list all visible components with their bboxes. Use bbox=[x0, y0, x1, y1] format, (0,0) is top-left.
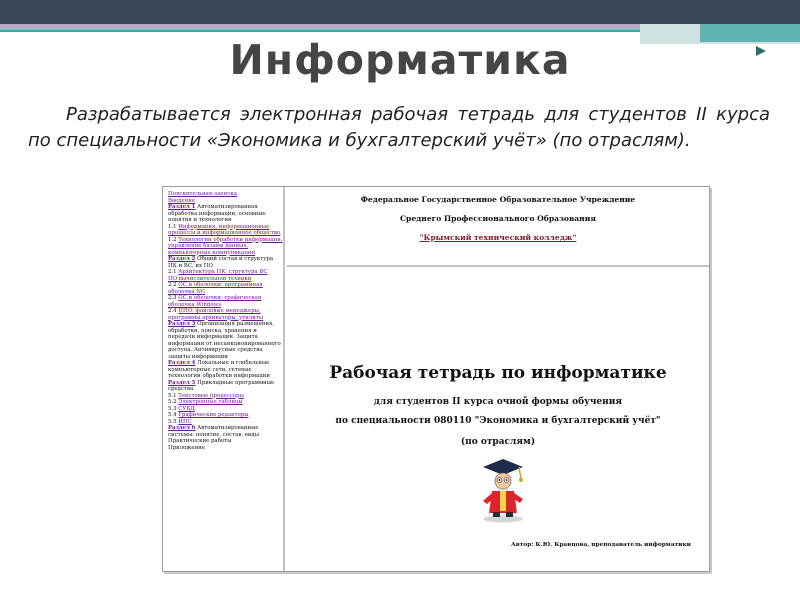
nav-item[interactable] bbox=[168, 308, 283, 321]
professor-mascot-icon bbox=[475, 457, 531, 523]
nav-section-link[interactable]: Раздел 1 bbox=[168, 204, 196, 210]
nav-item-number: 5.1 bbox=[168, 392, 179, 399]
slide-intro-text: Разрабатывается электронная рабочая тетрадь для студентов II курса по специальности «Экономика и бухгалтерский учёт» (по отраслям). bbox=[28, 104, 770, 151]
nav-section-link[interactable]: Раздел 5 bbox=[168, 379, 196, 386]
nav-item-number: 1.1 bbox=[168, 223, 179, 230]
nav-link[interactable]: Технологии обработки информации, управление базами данных, компьютерные коммуникации bbox=[168, 236, 283, 256]
header-institution-line: Федеральное Государственное Образовательное Учреждение bbox=[360, 195, 636, 204]
nav-item[interactable] bbox=[168, 295, 283, 308]
nav-link[interactable]: Архитектура ПК, структура ВС bbox=[178, 269, 268, 275]
nav-item[interactable] bbox=[168, 256, 283, 269]
nav-link[interactable]: Текстовые процессоры bbox=[178, 392, 244, 399]
nav-item-number: 2.3 bbox=[168, 295, 179, 301]
workbook-specialty: по специальности 080110 "Экономика и бухгалтерский учёт" bbox=[335, 416, 661, 426]
nav-link[interactable]: Графические редакторы bbox=[178, 412, 249, 418]
nav-link[interactable]: ОС и оболочки: графическая оболочка Windows bbox=[168, 295, 262, 308]
nav-link[interactable]: ОС и оболочки: программная оболочка NC bbox=[168, 282, 263, 295]
workbook-audience: для студентов II курса очной формы обучения bbox=[373, 397, 623, 407]
nav-section-link[interactable]: Раздел 2 bbox=[168, 256, 196, 262]
nav-link[interactable]: Электронные таблицы bbox=[178, 399, 243, 405]
college-link[interactable]: "Крымский технический колледж" bbox=[419, 233, 577, 242]
nav-item[interactable] bbox=[168, 425, 283, 438]
top-decorative-band bbox=[0, 0, 800, 24]
nav-item-number: 5.4 bbox=[168, 412, 179, 418]
nav-section-text: Общий состав и структура ПК и ВС, их ПО bbox=[168, 256, 274, 269]
nav-item: Приложение bbox=[168, 444, 205, 451]
nav-link[interactable]: Введение bbox=[168, 197, 196, 204]
slide-title: Информатика bbox=[229, 36, 571, 84]
nav-section-text: Автоматизированная обработка информации, основные понятия и технологии bbox=[168, 204, 266, 223]
nav-section-link[interactable]: Раздел 3 bbox=[168, 321, 196, 327]
nav-section-text: Автоматизированные системы: понятие, состав, виды bbox=[168, 425, 260, 438]
nav-item-number: 1.2 bbox=[168, 236, 179, 243]
nav-item-number: 5.3 bbox=[168, 405, 179, 412]
nav-section-text: Организация размещения, обработки, поиска, хранения и передачи информации. Защита информации от несанкционированного доступа. Антивирусные средства защиты информации bbox=[168, 321, 281, 360]
nav-item[interactable] bbox=[168, 204, 283, 224]
workbook-navigation bbox=[163, 187, 285, 571]
nav-item[interactable] bbox=[168, 360, 283, 380]
workbook-author: Автор: К.Ю. Кравцова, преподаватель информатики bbox=[511, 542, 691, 548]
workbook-header bbox=[287, 187, 709, 267]
nav-link[interactable]: ППО: файловые менеджеры, программы архиваторы, утилиты bbox=[168, 308, 264, 321]
nav-item[interactable] bbox=[168, 282, 283, 295]
nav-link[interactable]: ИПС bbox=[178, 418, 192, 425]
nav-link[interactable]: ПО вычислительной техники bbox=[168, 275, 252, 282]
nav-link[interactable]: Пояснительная записка bbox=[168, 191, 237, 197]
workbook-title: Рабочая тетрадь по информатике bbox=[329, 363, 667, 383]
nav-item-number: 2.2 bbox=[168, 282, 179, 288]
header-college-name[interactable] bbox=[287, 233, 709, 242]
workbook-specialty-note: (по отраслям) bbox=[460, 437, 536, 447]
nav-link[interactable]: Информация, информационные процессы и информационное общество bbox=[168, 223, 281, 236]
nav-link[interactable]: СУБД bbox=[178, 405, 195, 412]
nav-section-link[interactable]: Раздел 6 bbox=[168, 425, 196, 431]
nav-item-number: 2.4 bbox=[168, 308, 179, 314]
workbook-screenshot bbox=[162, 186, 710, 572]
nav-item-number: 5.2 bbox=[168, 399, 179, 405]
workbook-title-page bbox=[287, 267, 709, 571]
nav-item[interactable] bbox=[168, 380, 283, 393]
nav-section-text: Локальные и глобальные компьютерные сети, сетевые технологии обработки информации bbox=[168, 360, 270, 379]
nav-item[interactable] bbox=[168, 321, 283, 360]
nav-item[interactable] bbox=[168, 224, 283, 237]
nav-item[interactable] bbox=[168, 237, 283, 257]
nav-item: Практические работы bbox=[168, 438, 232, 444]
header-level-line: Среднего Профессионального Образования bbox=[400, 214, 596, 223]
nav-section-text: Прикладные программные средства bbox=[168, 379, 275, 392]
nav-section-link[interactable]: Раздел 4 bbox=[168, 360, 196, 366]
nav-item-number: 5.5 bbox=[168, 418, 179, 425]
nav-item-number: 2.1 bbox=[168, 269, 179, 275]
